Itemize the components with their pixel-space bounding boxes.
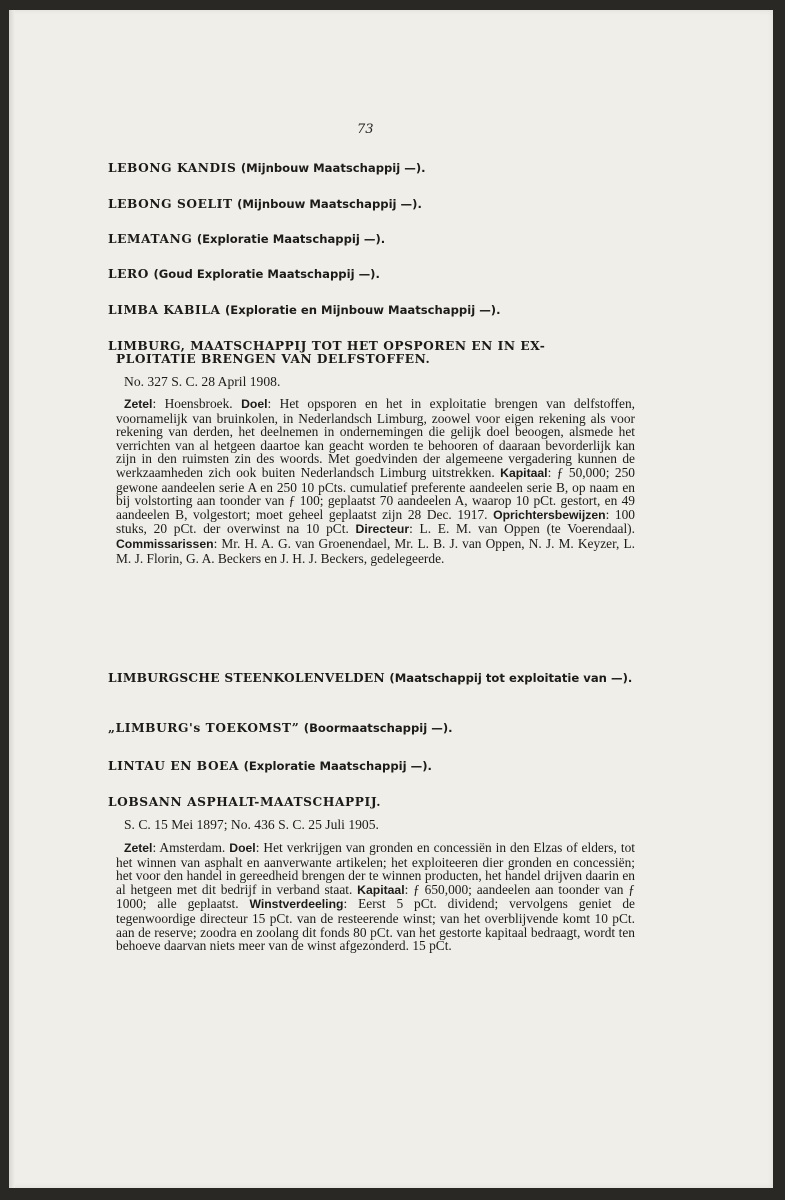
label-directeur: Directeur <box>355 522 410 537</box>
entry-title: LEBONG SOELIT <box>108 197 233 211</box>
entry-rest: (Maatschappij tot exploitatie van —). <box>389 671 633 685</box>
entry-lero <box>108 268 635 281</box>
limburg-title-line-1: LIMBURG, MAATSCHAPPIJ TOT HET OPSPOREN EN IN EX- <box>108 339 546 353</box>
entry-lobsann <box>108 796 635 953</box>
label-kapitaal: Kapitaal <box>357 882 405 897</box>
lobsann-body <box>108 841 635 953</box>
label-doel: Doel <box>241 397 268 411</box>
page-edge <box>9 10 15 1188</box>
entry-title: LINTAU EN BOEA <box>108 759 240 773</box>
limburg-doel: : Het opsporen en het in exploitatie brengen van delfstoffen, voornamelijk van bruinkolen, in Nederlandsch Limburg, zoowel voor eigen rekening als voor rekening van derden, het deelnemen in ondernemingen die gelijk doel beoogen, alsmede het verrichten van al hetgeen daartoe kan geacht worden te behooren of daaraan bevorderlijk kan zijn in den ruimsten zin des woords. Met goedvinden der algemeene vergadering kunnen de werkzaamheden zich ook buiten Nederlandsch Limburg uitstrekken. <box>116 396 635 480</box>
lobsann-title: LOBSANN ASPHALT-MAATSCHAPPIJ. <box>108 795 382 809</box>
entry-rest: (Exploratie Maatschappij —). <box>243 759 432 773</box>
limburg-kapitaal: : ƒ 50,000; 250 gewone aandeelen serie A en 250 10 pCts. cumulatief preferente aandeelen serie B, op naam en bij volstorting aan toonder van ƒ 100; geplaatst 70 aandeelen A, waarop 10 pCt. gestort, en 49 aandeelen B, volgestort; moet geheel geplaatst zijn 28 Dec. 1917. <box>116 464 636 522</box>
entry-title: LERO <box>108 267 150 281</box>
label-commissarissen: Commissarissen <box>116 536 214 551</box>
entry-limburgs-toekomst <box>108 722 635 735</box>
entry-title: LEBONG KANDIS <box>108 161 237 175</box>
entry-lematang <box>108 233 635 246</box>
entry-rest: (Exploratie Maatschappij —). <box>196 232 386 246</box>
entry-rest: (Mijnbouw Maatschappij —). <box>240 161 426 175</box>
lobsann-winstverdeeling: : Eerst 5 pCt. dividend; vervolgens geniet de tegenwoordige directeur 15 pCt. van de resteerende winst; van het overblijvende komt 10 pCt. aan de reserve; zoodra en zoolang dit fonds 80 pCt. van het gestorte kapitaal bedraagt, wordt ten behoeve daarvan niets meer van de winst afgezonderd. 15 pCt. <box>116 896 635 954</box>
label-kapitaal: Kapitaal <box>500 465 548 480</box>
entry-title: LIMBURGSCHE STEENKOLENVELDEN <box>108 671 385 685</box>
entry-rest: (Boormaatschappij —). <box>303 721 453 735</box>
limburg-directeur: : L. E. M. van Oppen (te Voerendaal). <box>409 521 635 537</box>
entry-title: „LIMBURG's TOEKOMST” <box>108 721 300 735</box>
limburg-oprichtersbewijzen: : 100 stuks, 20 pCt. der overwinst na 10 pCt. <box>116 506 635 537</box>
limburg-zetel: : Hoensbroek. <box>152 396 233 411</box>
label-zetel: Zetel <box>124 841 153 855</box>
label-winstverdeeling: Winstverdeeling <box>249 897 344 912</box>
label-zetel: Zetel <box>124 397 153 411</box>
entry-rest: (Goud Exploratie Maatschappij —). <box>153 267 380 281</box>
limburg-title-line-2: PLOITATIE BRENGEN VAN DELFSTOFFEN. <box>116 352 431 366</box>
limburg-commissarissen: : Mr. H. A. G. van Groenendael, Mr. L. B. J. van Oppen, N. J. M. Keyzer, L. M. J. Florin, G. A. Beckers en J. H. J. Beckers, gedelegeerde. <box>116 535 635 566</box>
entry-rest: (Mijnbouw Maatschappij —). <box>237 197 422 211</box>
entry-title: LEMATANG <box>108 232 193 246</box>
lobsann-doel: : Het verkrijgen van gronden en concessiën in den Elzas of elders, tot het winnen van asphalt en aanverwante artikelen; het exploiteeren dier gronden en concessiën; het voor den handel in gereedheid brengen der te winnen producten, het handel drijven daarin en al hetgeen met dit bedrijf in verband staat. <box>116 840 636 897</box>
page <box>9 10 773 1188</box>
label-doel: Doel <box>229 841 256 855</box>
lobsann-zetel: : Amsterdam. <box>152 840 226 855</box>
entry-lintau-en-boea <box>108 760 635 773</box>
lobsann-registration: S. C. 15 Mei 1897; No. 436 S. C. 25 Juli 1905. <box>124 817 379 832</box>
entry-title: LIMBA KABILA <box>108 303 221 317</box>
entry-lebong-kandis <box>108 162 635 175</box>
lobsann-kapitaal: : ƒ 650,000; aandeelen aan toonder van ƒ 1000; alle geplaatst. <box>116 881 635 912</box>
entry-limba-kabila <box>108 304 635 317</box>
label-oprichtersbewijzen: Oprichtersbewijzen <box>493 507 606 522</box>
limburg-registration: No. 327 S. C. 28 April 1908. <box>124 374 281 389</box>
page-number: 73 <box>357 122 374 137</box>
entry-limburg <box>108 340 635 565</box>
entry-limburgsche-steenkolenvelden <box>108 672 643 685</box>
entry-rest: (Exploratie en Mijnbouw Maatschappij —). <box>225 303 501 317</box>
entry-lebong-soelit <box>108 198 635 211</box>
limburg-body <box>108 397 635 565</box>
